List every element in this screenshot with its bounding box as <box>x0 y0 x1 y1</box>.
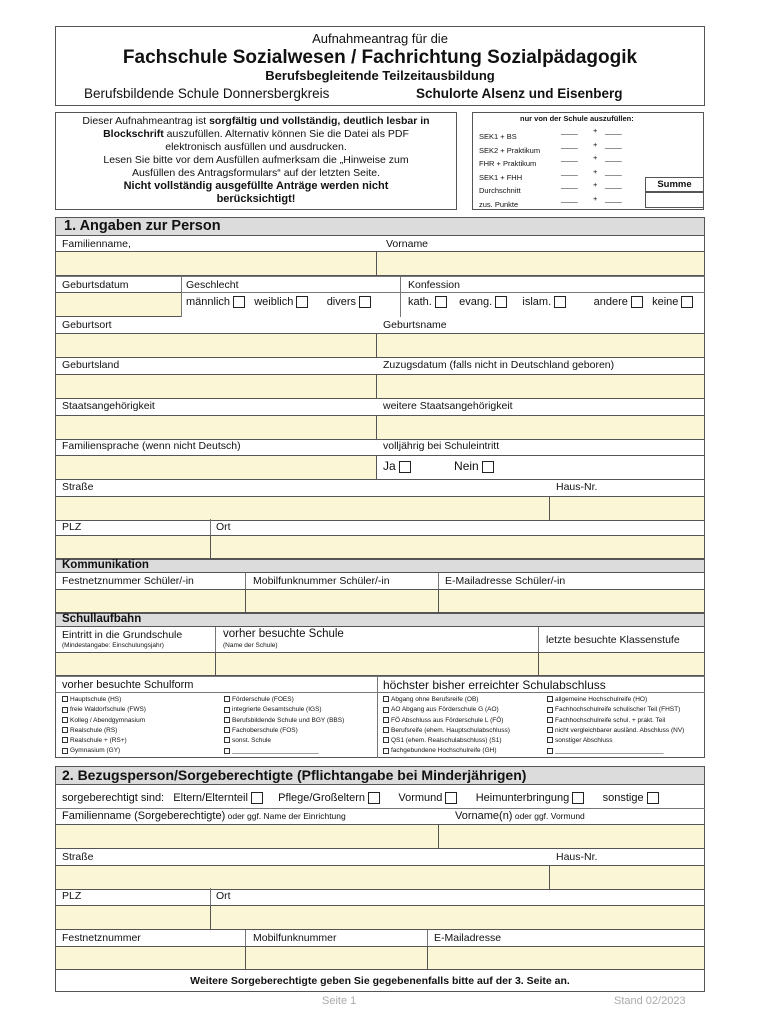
checkbox-abschluss[interactable] <box>383 707 389 713</box>
school-box-title: nur von der Schule auszufüllen: <box>520 114 634 123</box>
label-geburtsort: Geburtsort <box>62 319 112 331</box>
school-row-label: SEK1 + FHH <box>479 172 523 182</box>
notice-l2a: Blockschrift <box>103 128 164 140</box>
section2-footer-note: Weitere Sorgeberechtigte geben Sie gegebenenfalls bitte auf der 3. Seite an. <box>190 975 570 987</box>
checkbox-maennlich[interactable] <box>233 296 245 308</box>
checkbox-abschluss[interactable] <box>547 696 553 702</box>
eintritt-input[interactable] <box>55 652 216 676</box>
label-s2-familienname <box>62 810 346 822</box>
checkbox-abschluss[interactable] <box>383 737 389 743</box>
s2-hausnr-input[interactable] <box>549 865 705 890</box>
abschluss-option: Abgang ohne Berufsreife (OB) <box>391 696 479 703</box>
checkbox-nein[interactable] <box>482 461 494 473</box>
label-s2-email: E-Mailadresse <box>434 932 502 944</box>
label-s2-mobil: Mobilfunknummer <box>253 932 337 944</box>
checkbox-sonstige[interactable] <box>647 792 659 804</box>
schullaufbahn-title: Schullaufbahn <box>62 613 142 625</box>
option-heim: Heimunterbringung <box>475 792 570 804</box>
sum-field[interactable] <box>645 192 704 208</box>
sorge-row <box>62 792 659 804</box>
checkbox-weiblich[interactable] <box>296 296 308 308</box>
checkbox-abschluss[interactable] <box>547 707 553 713</box>
checkbox-pflege[interactable] <box>368 792 380 804</box>
school-row-plus: + <box>593 166 598 176</box>
label-s2-ort: Ort <box>216 890 231 902</box>
s2-vorname-input[interactable] <box>438 824 705 849</box>
checkbox-eltern[interactable] <box>251 792 263 804</box>
notice-l4: Lesen Sie bitte vor dem Ausfüllen aufmerksam die „Hinweise zum <box>103 154 409 166</box>
school-row-blank: ____ <box>561 126 578 135</box>
label-eintritt: Eintritt in die Grundschule <box>62 629 183 641</box>
checkbox-schulform[interactable] <box>62 748 68 754</box>
abschluss-option: fachgebundene Hochschulreife (GH) <box>391 747 497 755</box>
school-row-plus: + <box>593 139 598 149</box>
school-row-blank: ____ <box>561 193 578 203</box>
school-row-blank: ____ <box>605 153 622 162</box>
label-geburtsland: Geburtsland <box>62 359 120 371</box>
schulform-option: ________________________ <box>232 747 319 755</box>
vorname-input[interactable] <box>376 251 705 276</box>
school-row-plus: + <box>593 180 598 189</box>
school-row-blank: ____ <box>605 193 622 203</box>
kommunikation-header <box>55 559 705 573</box>
staatsangehoerigkeit-input[interactable] <box>55 415 377 440</box>
abschluss-col1 <box>383 695 510 757</box>
abschluss-col2 <box>547 695 684 757</box>
option-ja: Ja <box>383 459 396 473</box>
notice-l6: Nicht vollständig ausgefüllte Anträge werden nicht <box>123 180 389 192</box>
checkbox-abschluss[interactable] <box>547 748 553 754</box>
schulform-option: Realschule (RS) <box>70 726 118 734</box>
label-geburtsdatum: Geburtsdatum <box>62 279 129 291</box>
notice-l5: Ausfüllen des Antragsformulars“ auf der letzten Seite. <box>131 167 381 179</box>
option-sonstige: sonstige <box>602 792 644 804</box>
s2-mobil-input[interactable] <box>245 946 428 970</box>
s2-familienname-input[interactable] <box>55 824 439 849</box>
checkbox-schulform[interactable] <box>62 696 68 702</box>
checkbox-kath[interactable] <box>435 296 447 308</box>
label-abschluss: höchster bisher erreichter Schulabschluss <box>383 678 606 692</box>
notice-l7: berücksichtigt! <box>216 193 296 205</box>
section1-title: 1. Angaben zur Person <box>64 218 221 234</box>
checkbox-keine[interactable] <box>681 296 693 308</box>
label-hausnr: Haus-Nr. <box>556 481 598 493</box>
option-evang: evang. <box>459 296 493 308</box>
label-email: E-Mailadresse Schüler/-in <box>445 575 566 587</box>
school-row-blank: ____ <box>605 180 622 189</box>
s2-familienname-text: Familienname (Sorgeberechtigte) <box>62 810 226 822</box>
checkbox-abschluss[interactable] <box>547 727 553 733</box>
schulform-option: freie Waldorfschule (FWS) <box>70 706 146 714</box>
option-islam: islam. <box>522 296 552 308</box>
divider <box>55 276 705 277</box>
label-letzte-klasse: letzte besuchte Klassenstufe <box>546 634 680 646</box>
schulform-col1 <box>62 695 146 757</box>
label-sorge: sorgeberechtigt sind: <box>62 792 165 804</box>
checkbox-schulform[interactable] <box>62 717 68 723</box>
festnetz-input[interactable] <box>55 589 246 613</box>
checkbox-schulform[interactable] <box>224 727 230 733</box>
section2-title: 2. Bezugsperson/Sorgeberechtigte (Pflichtangabe bei Minderjährigen) <box>62 767 527 783</box>
school-row-blank: ____ <box>561 180 578 189</box>
page-title: Fachschule Sozialwesen / Fachrichtung Sozialpädagogik <box>122 47 638 68</box>
checkbox-schulform[interactable] <box>62 737 68 743</box>
volljaehrig-options <box>383 459 494 473</box>
letzte-klasse-input[interactable] <box>538 652 705 676</box>
label-staatsangehoerigkeit: Staatsangehörigkeit <box>62 400 155 412</box>
checkbox-schulform[interactable] <box>224 717 230 723</box>
label-schulform: vorher besuchte Schulform <box>62 679 194 691</box>
label-geschlecht: Geschlecht <box>186 279 239 291</box>
checkbox-islam[interactable] <box>554 296 566 308</box>
checkbox-schulform[interactable] <box>224 748 230 754</box>
geburtsdatum-input[interactable] <box>55 292 182 317</box>
email-input[interactable] <box>438 589 705 613</box>
label-ort: Ort <box>216 521 231 533</box>
notice-l2b: auszufüllen. Alternativ können Sie die Datei als PDF <box>163 128 409 140</box>
label-konfession: Konfession <box>408 279 460 291</box>
divider <box>377 676 378 758</box>
school-row-blank: ____ <box>605 139 622 149</box>
label-familiensprache: Familiensprache (wenn nicht Deutsch) <box>62 440 241 452</box>
school-row-plus: + <box>593 126 598 135</box>
abschluss-option: allgemeine Hochschulreife (HO) <box>555 696 648 703</box>
geburtsort-input[interactable] <box>55 333 377 358</box>
checkbox-abschluss[interactable] <box>383 696 389 702</box>
label-strasse: Straße <box>62 481 94 493</box>
notice-l1b: sorgfältig und vollständig, deutlich lesbar in <box>209 115 430 127</box>
checkbox-schulform[interactable] <box>224 696 230 702</box>
notice-l3: elektronisch ausfüllen und ausdrucken. <box>165 141 347 153</box>
checkbox-andere[interactable] <box>631 296 643 308</box>
schulform-option: sonst. Schule <box>232 737 272 745</box>
hausnr-input[interactable] <box>549 496 705 521</box>
option-andere: andere <box>593 296 628 308</box>
label-plz: PLZ <box>62 521 82 533</box>
checkbox-abschluss[interactable] <box>383 727 389 733</box>
s2-familienname-sub: oder ggf. Name der Einrichtung <box>225 811 346 821</box>
school-row-blank: ____ <box>605 166 622 176</box>
checkbox-schulform[interactable] <box>224 707 230 713</box>
s2-ort-input[interactable] <box>210 905 705 930</box>
kommunikation-title: Kommunikation <box>62 559 149 571</box>
school-row-label: SEK1 + BS <box>479 132 517 141</box>
divider <box>181 276 182 317</box>
checkbox-schulform[interactable] <box>62 727 68 733</box>
abschluss-option: AO Abgang aus Förderschule G (AO) <box>391 706 499 714</box>
school-row-blank: ____ <box>561 166 578 176</box>
school-row-plus: + <box>593 193 598 203</box>
familienname-input[interactable] <box>55 251 377 276</box>
schulform-col2 <box>224 695 344 757</box>
school-row-label: FHR + Praktikum <box>479 159 537 168</box>
checkbox-abschluss[interactable] <box>383 717 389 723</box>
option-keine: keine <box>652 296 679 308</box>
divider <box>55 692 705 693</box>
notice-text <box>57 115 455 206</box>
option-kath: kath. <box>408 296 432 308</box>
checkbox-evang[interactable] <box>495 296 507 308</box>
s2-strasse-input[interactable] <box>55 865 550 890</box>
checkbox-schulform[interactable] <box>224 737 230 743</box>
option-weiblich: weiblich <box>254 296 294 308</box>
vorher-schule-input[interactable] <box>215 652 539 676</box>
school-row-label: zus. Punkte <box>479 199 519 209</box>
s2-vorname-sub: oder ggf. Vormund <box>512 811 585 821</box>
schulform-option: Hauptschule (HS) <box>70 696 122 703</box>
checkbox-abschluss[interactable] <box>547 737 553 743</box>
schullaufbahn-header <box>55 613 705 627</box>
abschluss-option: FÖ Abschluss aus Förderschule L (FÖ) <box>391 716 504 724</box>
plz-input[interactable] <box>55 535 211 559</box>
header-line1: Aufnahmeantrag für die <box>312 31 448 46</box>
ort-input[interactable] <box>210 535 705 559</box>
header-locations: Schulorte Alsenz und Eisenberg <box>416 86 623 101</box>
geburtsname-input[interactable] <box>376 333 705 358</box>
abschluss-option: nicht vergleichbarer ausländ. Abschluss (NV) <box>555 726 685 734</box>
label-eintritt-sub: (Mindestangabe: Einschulungsjahr) <box>62 642 164 649</box>
label-familienname: Familienname, <box>62 238 131 250</box>
school-row-plus: + <box>593 153 598 162</box>
label-s2-hausnr: Haus-Nr. <box>556 851 598 863</box>
schulform-option: Förderschule (FOES) <box>232 696 294 703</box>
label-s2-plz: PLZ <box>62 890 82 902</box>
geburtsland-input[interactable] <box>55 374 377 399</box>
checkbox-vormund[interactable] <box>445 792 457 804</box>
option-maennlich: männlich <box>186 296 231 308</box>
schulform-option: integrierte Gesamtschule (IGS) <box>232 706 322 714</box>
konfession-options <box>408 296 693 308</box>
option-nein: Nein <box>454 459 479 473</box>
notice-l1a: Dieser Aufnahmeantrag ist <box>82 115 210 127</box>
geschlecht-options <box>186 296 371 308</box>
schulform-option: Gymnasium (GY) <box>70 747 121 755</box>
checkbox-schulform[interactable] <box>62 707 68 713</box>
abschluss-option: ______________________________ <box>555 747 664 755</box>
s2-email-input[interactable] <box>427 946 705 970</box>
zuzugsdatum-input[interactable] <box>376 374 705 399</box>
label-geburtsname: Geburtsname <box>383 319 447 331</box>
label-weitere-staats: weitere Staatsangehörigkeit <box>383 400 513 412</box>
checkbox-abschluss[interactable] <box>547 717 553 723</box>
divider <box>55 676 705 677</box>
label-vorher-schule: vorher besuchte Schule <box>223 628 344 640</box>
schulform-option: Berufsbildende Schule und BGY (BBS) <box>232 716 345 724</box>
label-festnetz: Festnetznummer Schüler/-in <box>62 575 194 587</box>
header-subtitle: Berufsbegleitende Teilzeitausbildung <box>265 68 495 83</box>
sum-label: Summe <box>657 179 692 190</box>
schulform-option: Kolleg / Abendgymnasium <box>70 716 146 724</box>
s2-plz-input[interactable] <box>55 905 211 930</box>
school-box-rows <box>479 126 639 207</box>
option-pflege: Pflege/Großeltern <box>278 792 365 804</box>
label-s2-vorname <box>455 810 585 822</box>
mobil-input[interactable] <box>245 589 439 613</box>
checkbox-ja[interactable] <box>399 461 411 473</box>
option-eltern: Eltern/Elternteil <box>173 792 248 804</box>
abschluss-option: sonstiger Abschluss <box>555 737 613 745</box>
stand-date: Stand 02/2023 <box>614 995 686 1007</box>
weitere-staats-input[interactable] <box>376 415 705 440</box>
checkbox-heim[interactable] <box>572 792 584 804</box>
label-s2-festnetz: Festnetznummer <box>62 932 141 944</box>
divider <box>55 808 705 809</box>
label-mobil: Mobilfunknummer Schüler/-in <box>253 575 390 587</box>
school-row-label: SEK2 + Praktikum <box>479 145 541 155</box>
option-divers: divers <box>326 296 357 308</box>
abschluss-option: Berufsreife (ehem. Hauptschulabschluss) <box>391 726 510 734</box>
header-school: Berufsbildende Schule Donnersbergkreis <box>84 86 330 101</box>
page-number: Seite 1 <box>322 995 357 1007</box>
school-row-blank: ____ <box>561 153 578 162</box>
strasse-input[interactable] <box>55 496 550 521</box>
label-zuzugsdatum: Zuzugsdatum (falls nicht in Deutschland geboren) <box>383 359 615 371</box>
school-row-blank: ____ <box>605 126 622 135</box>
abschluss-option: Fachhochschulreife schul. + prakt. Teil <box>555 716 666 724</box>
option-vormund: Vormund <box>398 792 443 804</box>
s2-festnetz-input[interactable] <box>55 946 246 970</box>
schulform-option: Fachoberschule (FOS) <box>232 726 298 734</box>
checkbox-abschluss[interactable] <box>383 748 389 754</box>
school-row-label: Durchschnitt <box>479 186 521 195</box>
school-row-blank: ____ <box>561 139 578 149</box>
abschluss-option: QS1 (ehem. Realschulabschluss) (S1) <box>391 737 502 745</box>
label-vorher-schule-sub: (Name der Schule) <box>223 642 278 649</box>
s2-vorname-text: Vorname(n) <box>455 810 513 822</box>
schulform-option: Realschule + (RS+) <box>70 737 127 745</box>
label-volljaehrig: volljährig bei Schuleintritt <box>383 440 500 452</box>
divider <box>400 276 401 317</box>
abschluss-option: Fachhochschulreife schulischer Teil (FHST) <box>555 706 681 714</box>
checkbox-divers[interactable] <box>359 296 371 308</box>
label-vorname: Vorname <box>386 238 429 250</box>
familiensprache-input[interactable] <box>55 455 377 480</box>
label-s2-strasse: Straße <box>62 851 94 863</box>
